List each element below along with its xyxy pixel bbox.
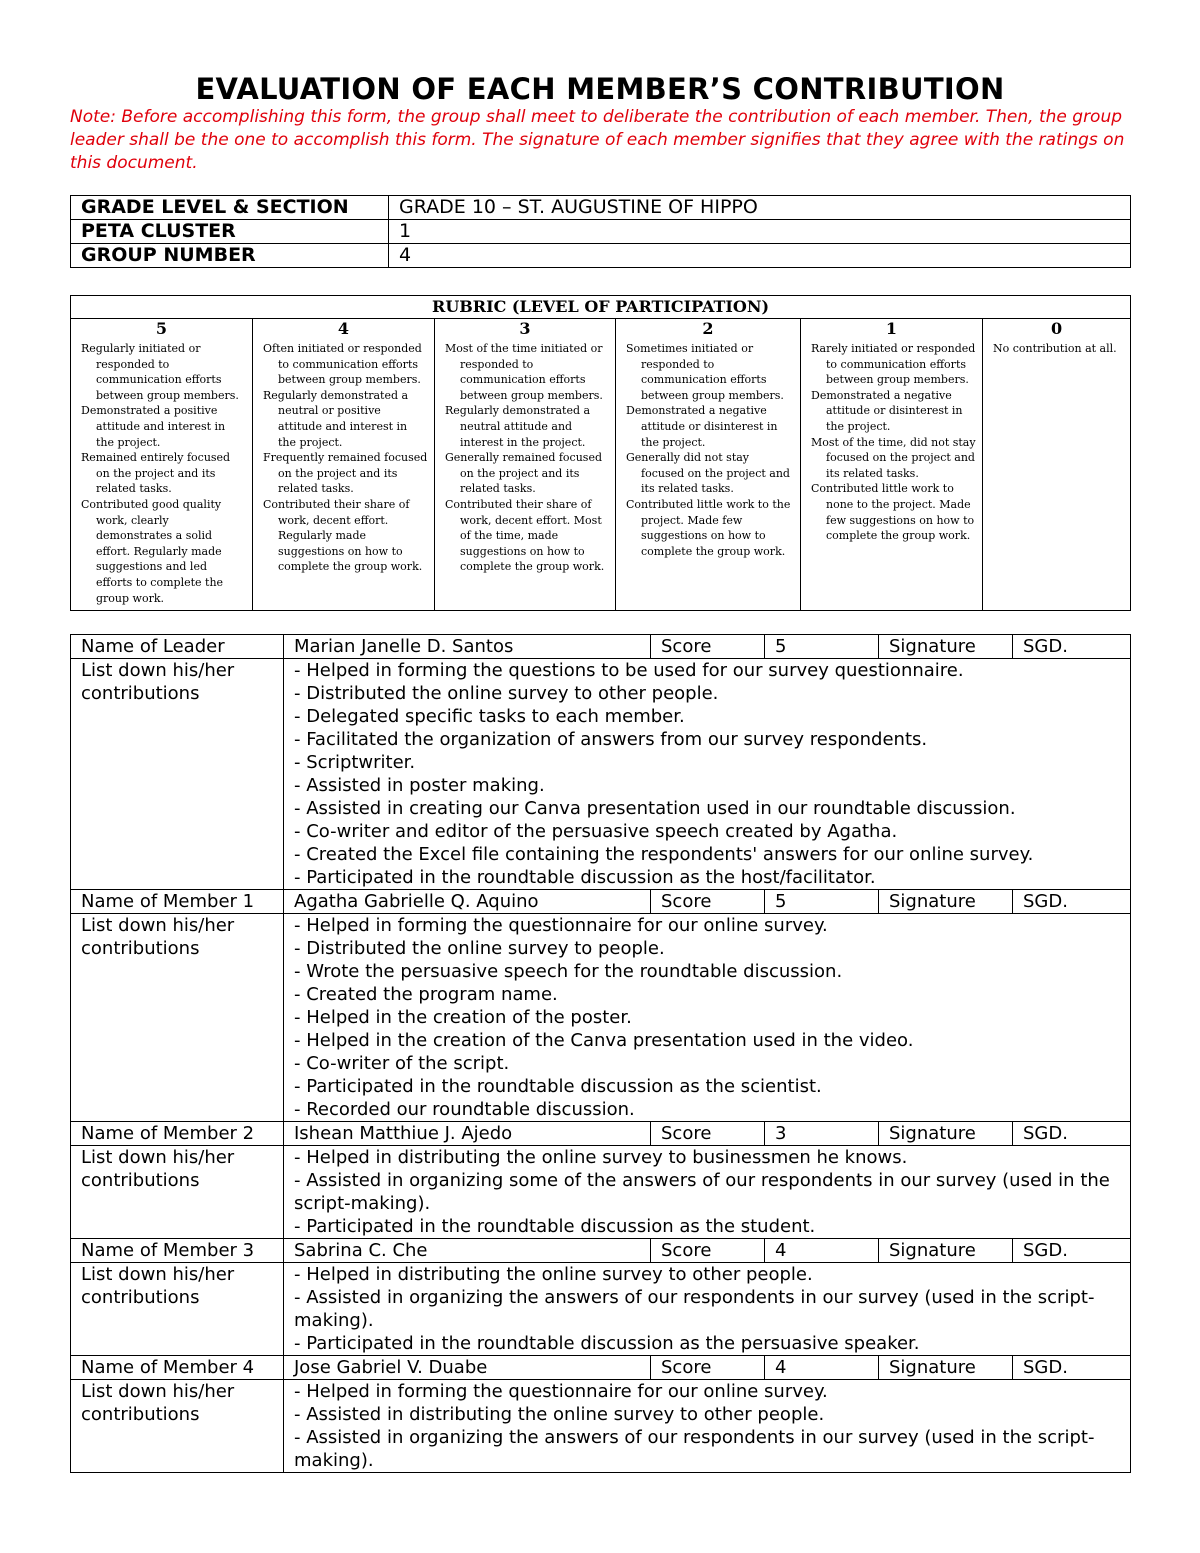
signature-label: Signature (879, 1239, 1013, 1263)
signature-label: Signature (879, 1122, 1013, 1146)
group-value: 4 (389, 244, 1131, 268)
signature-label: Signature (879, 635, 1013, 659)
member-contributions-row (71, 1380, 1131, 1473)
contribution-item: - Helped in forming the questionnaire for our online survey. (294, 1381, 828, 1402)
contribution-item: - Assisted in poster making. (294, 775, 545, 796)
contribution-item: - Helped in the creation of the poster. (294, 1007, 632, 1028)
contribution-item: - Assisted in creating our Canva presentation used in our roundtable discussion. (294, 798, 1016, 819)
member-contributions-row (71, 659, 1131, 890)
contribution-item: - Scriptwriter. (294, 752, 416, 773)
rubric-table (70, 295, 1131, 611)
member-name-row (71, 890, 1131, 914)
contribution-item: - Delegated specific tasks to each member. (294, 706, 685, 727)
rubric-description-1 (801, 339, 983, 611)
score-label: Score (651, 1239, 765, 1263)
contributions-label: List down his/her contributions (71, 914, 284, 1122)
instruction-note: Note: Before accomplishing this form, the group shall meet to deliberate the contribution of each member. Then, the group leader shall be the one to accomplish this form. The signature of each member signifies that they agree with the ratings on this document. (70, 107, 1125, 173)
member-name: Agatha Gabrielle Q. Aquino (284, 890, 651, 914)
rubric-criterion: Remained entirely focused on the project and its related tasks. (81, 451, 231, 496)
score-label: Score (651, 635, 765, 659)
member-signature: SGD. (1013, 890, 1131, 914)
rubric-criterion: Regularly demonstrated a neutral or positive attitude and interest in the project. (263, 388, 409, 449)
member-name-row (71, 1122, 1131, 1146)
contribution-item: - Created the Excel file containing the respondents' answers for our online survey. (294, 844, 1034, 865)
rubric-criterion: No contribution at all. (993, 342, 1117, 355)
signature-label: Signature (879, 890, 1013, 914)
member-name: Jose Gabriel V. Duabe (284, 1356, 651, 1380)
contributions-list (284, 1263, 1131, 1356)
member-score: 4 (765, 1239, 879, 1263)
contribution-item: - Assisted in organizing the answers of our respondents in our survey (used in the script-making). (294, 1287, 1095, 1331)
member-name-row (71, 1356, 1131, 1380)
member-signature: SGD. (1013, 1122, 1131, 1146)
rubric-criterion: Contributed good quality work, clearly demonstrates a solid effort. Regularly made suggestions and led efforts to complete the group work. (81, 497, 224, 605)
group-label: GROUP NUMBER (71, 244, 389, 268)
member-contributions-row (71, 1263, 1131, 1356)
contribution-item: - Wrote the persuasive speech for the roundtable discussion. (294, 961, 843, 982)
contribution-item: - Distributed the online survey to people. (294, 938, 665, 959)
member-name-row (71, 1239, 1131, 1263)
rubric-criterion: Regularly initiated or responded to communication efforts between group members. (81, 342, 239, 402)
members-table (70, 634, 1131, 1473)
rubric-description-2 (616, 339, 801, 611)
rubric-criterion: Demonstrated a negative attitude or disinterest in the project. (811, 388, 963, 433)
rubric-criterion: Most of the time, did not stay focused on the project and its related tasks. (811, 435, 976, 480)
member-role-label: Name of Member 2 (71, 1122, 284, 1146)
contributions-label: List down his/her contributions (71, 1263, 284, 1356)
member-signature: SGD. (1013, 1356, 1131, 1380)
rubric-level-4: 4 (253, 319, 435, 340)
member-role-label: Name of Member 1 (71, 890, 284, 914)
rubric-criterion: Frequently remained focused on the project and its related tasks. (263, 451, 428, 496)
contribution-item: - Helped in forming the questionnaire for our online survey. (294, 915, 828, 936)
rubric-criterion: Generally did not stay focused on the project and its related tasks. (626, 451, 790, 496)
grade-label: GRADE LEVEL & SECTION (71, 196, 389, 220)
member-name: Sabrina C. Che (284, 1239, 651, 1263)
contribution-item: - Created the program name. (294, 984, 558, 1005)
contributions-list (284, 1146, 1131, 1239)
contribution-item: - Participated in the roundtable discussion as the scientist. (294, 1076, 822, 1097)
contribution-item: - Participated in the roundtable discussion as the student. (294, 1216, 816, 1237)
member-role-label: Name of Member 3 (71, 1239, 284, 1263)
contribution-item: - Facilitated the organization of answers from our survey respondents. (294, 729, 928, 750)
rubric-description-5 (71, 339, 253, 611)
contribution-item: - Helped in forming the questions to be used for our survey questionnaire. (294, 660, 964, 681)
rubric-description-3 (435, 339, 616, 611)
rubric-criterion: Contributed their share of work, decent effort. Most of the time, made suggestions on how to complete the group work. (445, 497, 605, 574)
contribution-item: - Participated in the roundtable discussion as the persuasive speaker. (294, 1333, 920, 1354)
contribution-item: - Helped in the creation of the Canva presentation used in the video. (294, 1030, 914, 1051)
group-row (71, 244, 1131, 268)
member-score: 5 (765, 635, 879, 659)
contribution-item: - Helped in distributing the online survey to businessmen he knows. (294, 1147, 908, 1168)
contribution-item: - Co-writer and editor of the persuasive speech created by Agatha. (294, 821, 898, 842)
contributions-list (284, 914, 1131, 1122)
contribution-item: - Assisted in organizing some of the answers of our respondents in our survey (used in the script-making). (294, 1170, 1110, 1214)
rubric-criterion: Generally remained focused on the project and its related tasks. (445, 451, 602, 496)
rubric-criterion: Regularly demonstrated a neutral attitude and interest in the project. (445, 404, 591, 449)
cluster-row (71, 220, 1131, 244)
score-label: Score (651, 1122, 765, 1146)
rubric-level-3: 3 (435, 319, 616, 340)
rubric-description-0 (983, 339, 1131, 611)
rubric-criterion: Rarely initiated or responded to communication efforts between group members. (811, 342, 976, 387)
member-role-label: Name of Member 4 (71, 1356, 284, 1380)
rubric-header: RUBRIC (LEVEL OF PARTICIPATION) (71, 296, 1131, 319)
contribution-item: - Distributed the online survey to other people. (294, 683, 719, 704)
member-name: Ishean Matthiue J. Ajedo (284, 1122, 651, 1146)
contribution-item: - Assisted in distributing the online survey to other people. (294, 1404, 825, 1425)
contributions-list (284, 1380, 1131, 1473)
contribution-item: - Helped in distributing the online survey to other people. (294, 1264, 813, 1285)
member-name: Marian Janelle D. Santos (284, 635, 651, 659)
member-score: 4 (765, 1356, 879, 1380)
contribution-item: - Recorded our roundtable discussion. (294, 1099, 635, 1120)
score-label: Score (651, 1356, 765, 1380)
rubric-levels-row (71, 319, 1131, 340)
member-score: 3 (765, 1122, 879, 1146)
contributions-label: List down his/her contributions (71, 659, 284, 890)
cluster-label: PETA CLUSTER (71, 220, 389, 244)
rubric-criterion: Most of the time initiated or responded to communication efforts between group members. (445, 342, 603, 402)
rubric-level-1: 1 (801, 319, 983, 340)
contributions-list (284, 659, 1131, 890)
rubric-level-5: 5 (71, 319, 253, 340)
rubric-criterion: Demonstrated a positive attitude and interest in the project. (81, 404, 226, 449)
rubric-criterion: Contributed little work to the project. Made few suggestions on how to complete the group work. (626, 497, 791, 558)
rubric-descriptions-row (71, 339, 1131, 611)
member-contributions-row (71, 914, 1131, 1122)
member-name-row (71, 635, 1131, 659)
member-contributions-row (71, 1146, 1131, 1239)
cluster-value: 1 (389, 220, 1131, 244)
contributions-label: List down his/her contributions (71, 1380, 284, 1473)
page-title: EVALUATION OF EACH MEMBER’S CONTRIBUTION (195, 72, 1005, 106)
rubric-criterion: Contributed their share of work, decent effort. Regularly made suggestions on how to complete the group work. (263, 497, 423, 574)
rubric-description-4 (253, 339, 435, 611)
rubric-level-2: 2 (616, 319, 801, 340)
grade-value: GRADE 10 – ST. AUGUSTINE OF HIPPO (389, 196, 1131, 220)
group-info-table (70, 195, 1131, 268)
member-signature: SGD. (1013, 635, 1131, 659)
rubric-criterion: Sometimes initiated or responded to communication efforts between group members. (626, 342, 784, 402)
score-label: Score (651, 890, 765, 914)
contributions-label: List down his/her contributions (71, 1146, 284, 1239)
contribution-item: - Co-writer of the script. (294, 1053, 510, 1074)
rubric-criterion: Demonstrated a negative attitude or disinterest in the project. (626, 404, 778, 449)
signature-label: Signature (879, 1356, 1013, 1380)
rubric-criterion: Contributed little work to none to the project. Made few suggestions on how to complete the group work. (811, 482, 975, 543)
contribution-item: - Assisted in organizing the answers of our respondents in our survey (used in the script-making). (294, 1427, 1095, 1471)
member-signature: SGD. (1013, 1239, 1131, 1263)
rubric-level-0: 0 (983, 319, 1131, 340)
member-role-label: Name of Leader (71, 635, 284, 659)
rubric-criterion: Often initiated or responded to communication efforts between group members. (263, 342, 422, 387)
member-score: 5 (765, 890, 879, 914)
grade-row (71, 196, 1131, 220)
contribution-item: - Participated in the roundtable discussion as the host/facilitator. (294, 867, 876, 888)
